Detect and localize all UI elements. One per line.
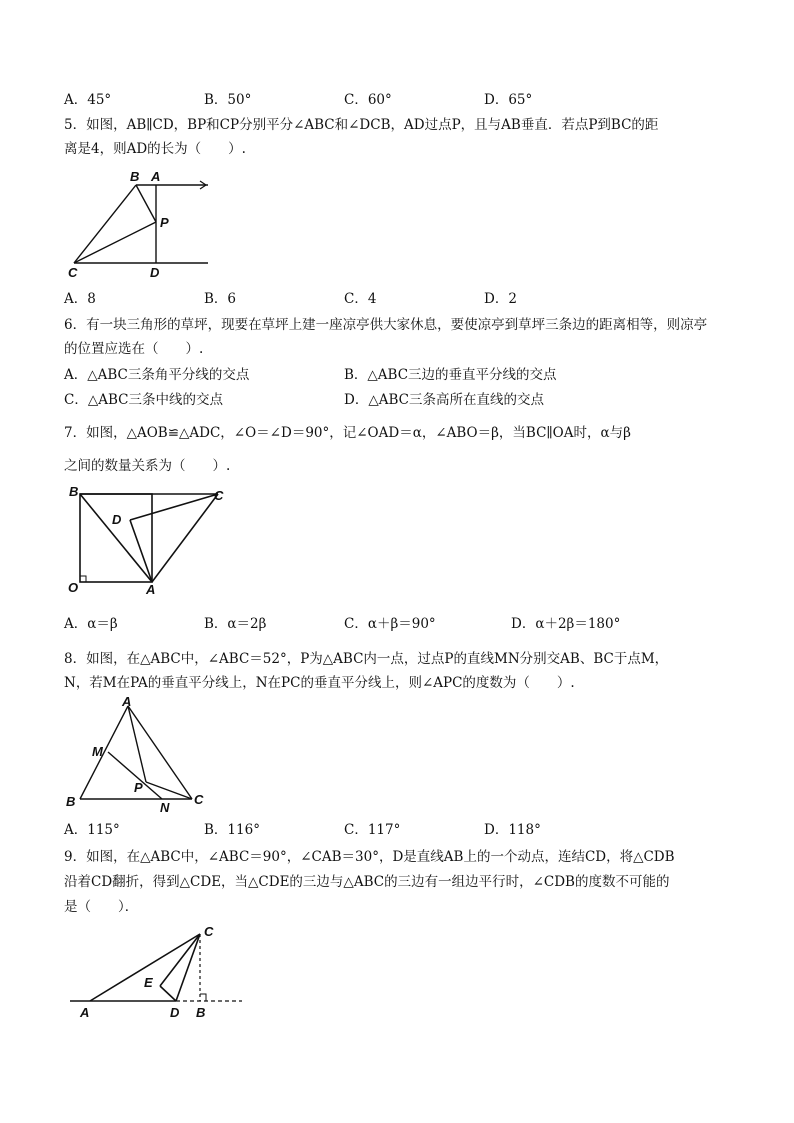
q5-option-a: A．8 <box>64 291 96 307</box>
q7-label-b: B <box>69 484 79 499</box>
q9-text-line2: 沿着CD翻折，得到△CDE，当△CDE的三边与△ABC的三边有一组边平行时，∠CDB的度数不可能的 <box>64 874 670 890</box>
q8-option-c: C．117° <box>344 822 401 838</box>
q9-label-d: D <box>170 1005 180 1020</box>
q4-option-c: C．60° <box>344 92 392 108</box>
q7-option-d: D．α＋2β＝180° <box>511 616 621 632</box>
q5-label-a: A <box>151 169 161 184</box>
q7-label-o: O <box>68 580 79 595</box>
q9-label-b: B <box>196 1005 206 1020</box>
q7-text-line2: 之间的数量关系为（ ）. <box>64 458 231 474</box>
q5-label-d: D <box>150 265 160 280</box>
q5-text-line2: 离是4，则AD的长为（ ）. <box>64 141 246 157</box>
q7-option-c: C．α＋β＝90° <box>344 616 436 632</box>
q8-option-b: B．116° <box>204 822 260 838</box>
q8-option-d: D．118° <box>484 822 541 838</box>
q8-label-a: A <box>122 696 132 709</box>
q5-figure <box>64 165 214 283</box>
q7-text-line1: 7．如图，△AOB≌△ADC，∠O＝∠D＝90°，记∠OAD＝α，∠ABO＝β，当BC∥OA时，α与β <box>64 425 631 441</box>
q5-label-b: B <box>130 169 140 184</box>
q8-text-line2: N，若M在PA的垂直平分线上，N在PC的垂直平分线上，则∠APC的度数为（ ）. <box>64 675 575 691</box>
q6-option-c: C．△ABC三条中线的交点 <box>64 392 223 408</box>
q7-label-c: C <box>214 488 224 503</box>
q5-label-c: C <box>68 265 78 280</box>
q6-option-d: D．△ABC三条高所在直线的交点 <box>344 392 544 408</box>
q9-label-c: C <box>204 924 214 939</box>
q7-label-d: D <box>112 512 122 527</box>
q5-option-d: D．2 <box>484 291 517 307</box>
q5-label-p: P <box>160 215 169 230</box>
q5-text-line1: 5．如图，AB∥CD，BP和CP分别平分∠ABC和∠DCB，AD过点P，且与AB垂直．若点P到BC的距 <box>64 117 659 133</box>
q9-figure <box>64 920 254 1024</box>
q4-option-a: A．45° <box>64 92 112 108</box>
q8-label-p: P <box>134 780 143 795</box>
q7-label-a: A <box>146 582 156 597</box>
q6-text-line2: 的位置应选在（ ）. <box>64 341 204 357</box>
q8-option-a: A．115° <box>64 822 120 838</box>
q8-label-b: B <box>66 794 76 809</box>
q8-label-n: N <box>160 800 170 815</box>
q6-text-line1: 6．有一块三角形的草坪，现要在草坪上建一座凉亭供大家休息，要使凉亭到草坪三条边的距离相等，则凉亭 <box>64 317 708 333</box>
q7-option-b: B．α＝2β <box>204 616 267 632</box>
q6-option-a: A．△ABC三条角平分线的交点 <box>64 367 250 383</box>
q8-label-c: C <box>194 792 204 807</box>
q9-label-e: E <box>144 975 153 990</box>
q9-text-line1: 9．如图，在△ABC中，∠ABC＝90°，∠CAB＝30°，D是直线AB上的一个动点，连结CD，将△CDB <box>64 849 675 865</box>
q5-option-b: B．6 <box>204 291 237 307</box>
q5-option-c: C．4 <box>344 291 377 307</box>
q8-figure <box>62 696 212 818</box>
q9-label-a: A <box>80 1005 90 1020</box>
q7-figure <box>64 482 234 600</box>
q4-option-b: B．50° <box>204 92 252 108</box>
q4-option-d: D．65° <box>484 92 533 108</box>
q9-text-line3: 是（ ）． <box>64 899 139 915</box>
q8-text-line1: 8．如图，在△ABC中，∠ABC＝52°，P为△ABC内一点，过点P的直线MN分别交AB、BC于点M， <box>64 651 669 667</box>
q6-option-b: B．△ABC三边的垂直平分线的交点 <box>344 367 557 383</box>
q8-label-m: M <box>92 744 103 759</box>
q7-option-a: A．α＝β <box>64 616 118 632</box>
